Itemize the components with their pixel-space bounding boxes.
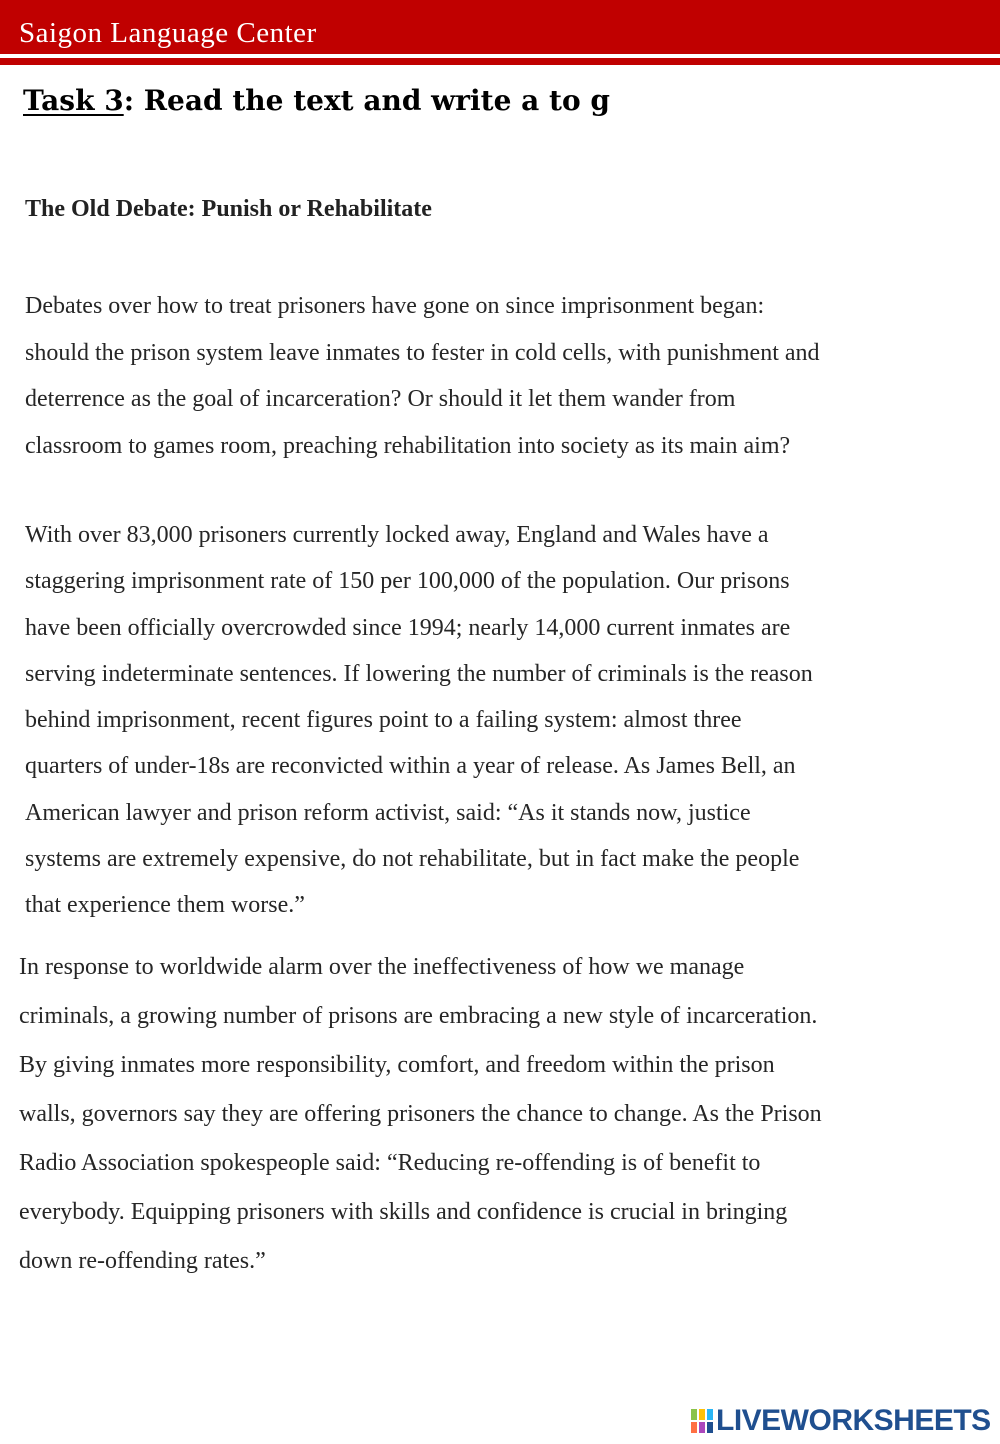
article-title: The Old Debate: Punish or Rehabilitate <box>25 196 432 222</box>
school-name: Saigon Language Center <box>19 17 317 49</box>
paragraph-line: down re-offending rates.” <box>19 1248 266 1274</box>
paragraph-line: should the prison system leave inmates to fester in cold cells, with punishment and <box>25 339 820 366</box>
paragraph-line: have been officially overcrowded since 1994; nearly 14,000 current inmates are <box>25 614 791 641</box>
paragraph-line: that experience them worse.” <box>25 892 305 919</box>
paragraph-line: walls, governors say they are offering prisoners the chance to change. As the Prison <box>19 1101 822 1127</box>
paragraph-3 <box>19 943 822 1286</box>
paragraph-line: serving indeterminate sentences. If lowering the number of criminals is the reason <box>25 660 813 687</box>
paragraph-line: staggering imprisonment rate of 150 per 100,000 of the population. Our prisons <box>25 568 790 595</box>
paragraph-2 <box>25 512 813 929</box>
paragraph-line: With over 83,000 prisoners currently locked away, England and Wales have a <box>25 522 769 548</box>
paragraph-1 <box>25 283 820 469</box>
liveworksheets-logo-text: LIVEWORKSHEETS <box>716 1404 991 1437</box>
task-number: Task 3 <box>23 84 124 117</box>
paragraph-line: classroom to games room, preaching rehabilitation into society as its main aim? <box>25 432 791 459</box>
paragraph-line: Debates over how to treat prisoners have gone on since imprisonment began: <box>25 293 765 319</box>
paragraph-line: Radio Association spokespeople said: “Reducing re-offending is of benefit to <box>19 1150 761 1176</box>
paragraph-line: criminals, a growing number of prisons are embracing a new style of incarceration. <box>19 1003 818 1029</box>
paragraph-line: By giving inmates more responsibility, comfort, and freedom within the prison <box>19 1052 775 1078</box>
header-divider <box>0 58 1000 65</box>
task-heading <box>23 83 610 119</box>
paragraph-line: quarters of under-18s are reconvicted within a year of release. As James Bell, an <box>25 753 796 780</box>
liveworksheets-logo-icon <box>690 1407 714 1435</box>
paragraph-line: American lawyer and prison reform activist, said: “As it stands now, justice <box>25 799 751 826</box>
paragraph-line: everybody. Equipping prisoners with skills and confidence is crucial in bringing <box>19 1199 788 1225</box>
paragraph-line: behind imprisonment, recent figures point to a failing system: almost three <box>25 707 742 734</box>
paragraph-line: deterrence as the goal of incarceration? Or should it let them wander from <box>25 386 736 412</box>
task-instruction: : Read the text and write a to g <box>123 84 610 117</box>
paragraph-line: In response to worldwide alarm over the ineffectiveness of how we manage <box>19 954 745 980</box>
liveworksheets-logo[interactable] <box>690 1404 991 1438</box>
paragraph-line: systems are extremely expensive, do not rehabilitate, but in fact make the people <box>25 846 800 873</box>
